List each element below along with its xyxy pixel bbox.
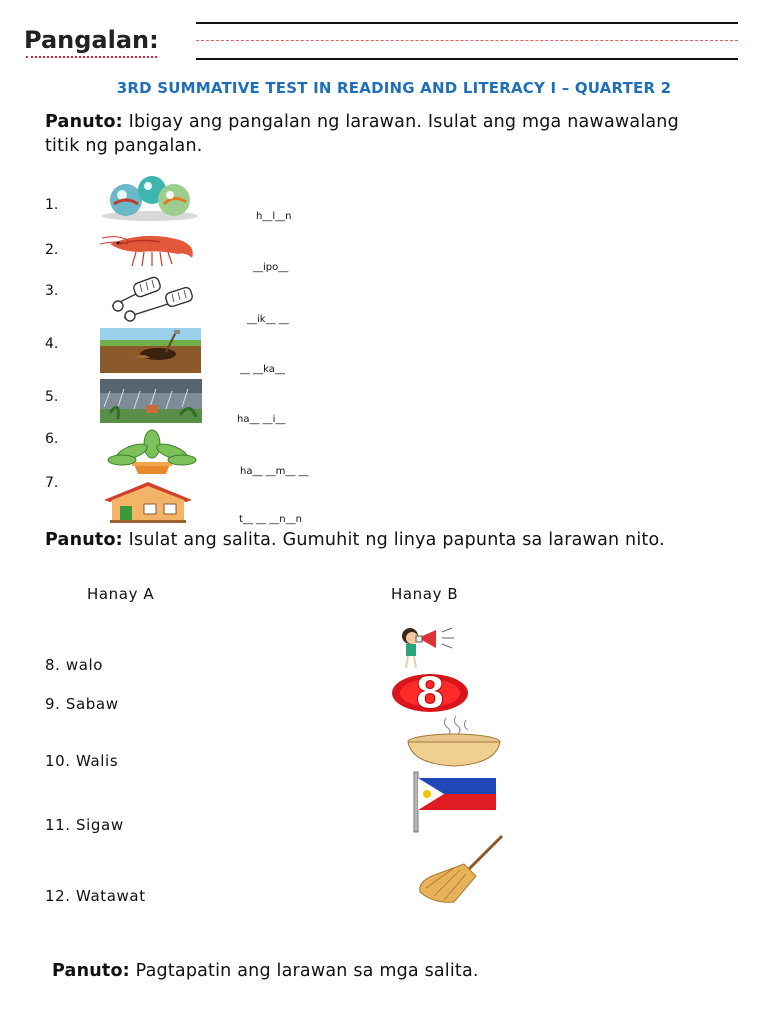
item-number: 2. [45,242,59,258]
number-eight-icon [390,672,470,714]
list-item: 9. Sabaw [45,695,119,713]
page-title: 3RD SUMMATIVE TEST IN READING AND LITERACY I – QUARTER 2 [116,79,672,97]
instruction-text: Isulat ang salita. Gumuhit ng linya papunta sa larawan nito. [128,530,665,550]
panuto-label: Panuto: [45,112,123,132]
name-line-top [196,22,738,24]
number-eight-glyph: 8 [414,672,446,714]
instruction-text: Pagtapatin ang larawan sa mga salita. [135,961,479,981]
item-number: 4. [45,336,59,352]
marbles-icon [100,174,200,222]
philippine-flag-icon [410,770,500,834]
panuto-label: Panuto: [45,530,123,550]
storm-icon [100,379,202,423]
item-number: 6. [45,431,59,447]
list-item: 12. Watawat [45,887,146,905]
name-line-bottom [196,58,738,60]
word-blank[interactable]: h__l__n [256,211,292,222]
megaphone-girl-icon [396,622,466,670]
item-number: 1. [45,197,59,213]
hole-in-ground-icon [100,328,201,373]
soup-bowl-icon [404,714,504,768]
word-blank[interactable]: __ik__ __ [247,314,289,325]
word-blank[interactable]: t__ __ __n__n [239,514,302,525]
house-icon [100,480,196,524]
instruction-part1 [45,110,705,158]
panuto-label: Panuto: [52,961,130,981]
list-item: 10. Walis [45,752,119,770]
list-item: 11. Sigaw [45,816,124,834]
instruction-part3 [52,959,712,983]
item-number: 7. [45,475,59,491]
shrimp-icon [100,230,200,270]
name-label: Pangalan: [24,26,159,54]
corn-cob-icon [104,276,196,322]
column-header-b: Hanay B [391,585,459,603]
item-number: 3. [45,283,59,299]
word-blank[interactable]: ha__ __i__ [237,414,286,425]
item-number: 5. [45,389,59,405]
instruction-text: Ibigay ang pangalan ng larawan. Isulat ang mga nawawalang titik ng pangalan. [45,112,679,156]
broom-icon [414,834,506,904]
word-blank[interactable]: __ __ka__ [240,364,285,375]
list-item: 8. walo [45,656,104,674]
instruction-part2 [45,529,705,551]
word-blank[interactable]: __ipo__ [253,262,289,273]
potted-plant-icon [104,428,200,476]
word-blank[interactable]: ha__ __m__ __ [240,466,309,477]
name-line-dashed[interactable] [196,40,738,41]
column-header-a: Hanay A [87,585,155,603]
